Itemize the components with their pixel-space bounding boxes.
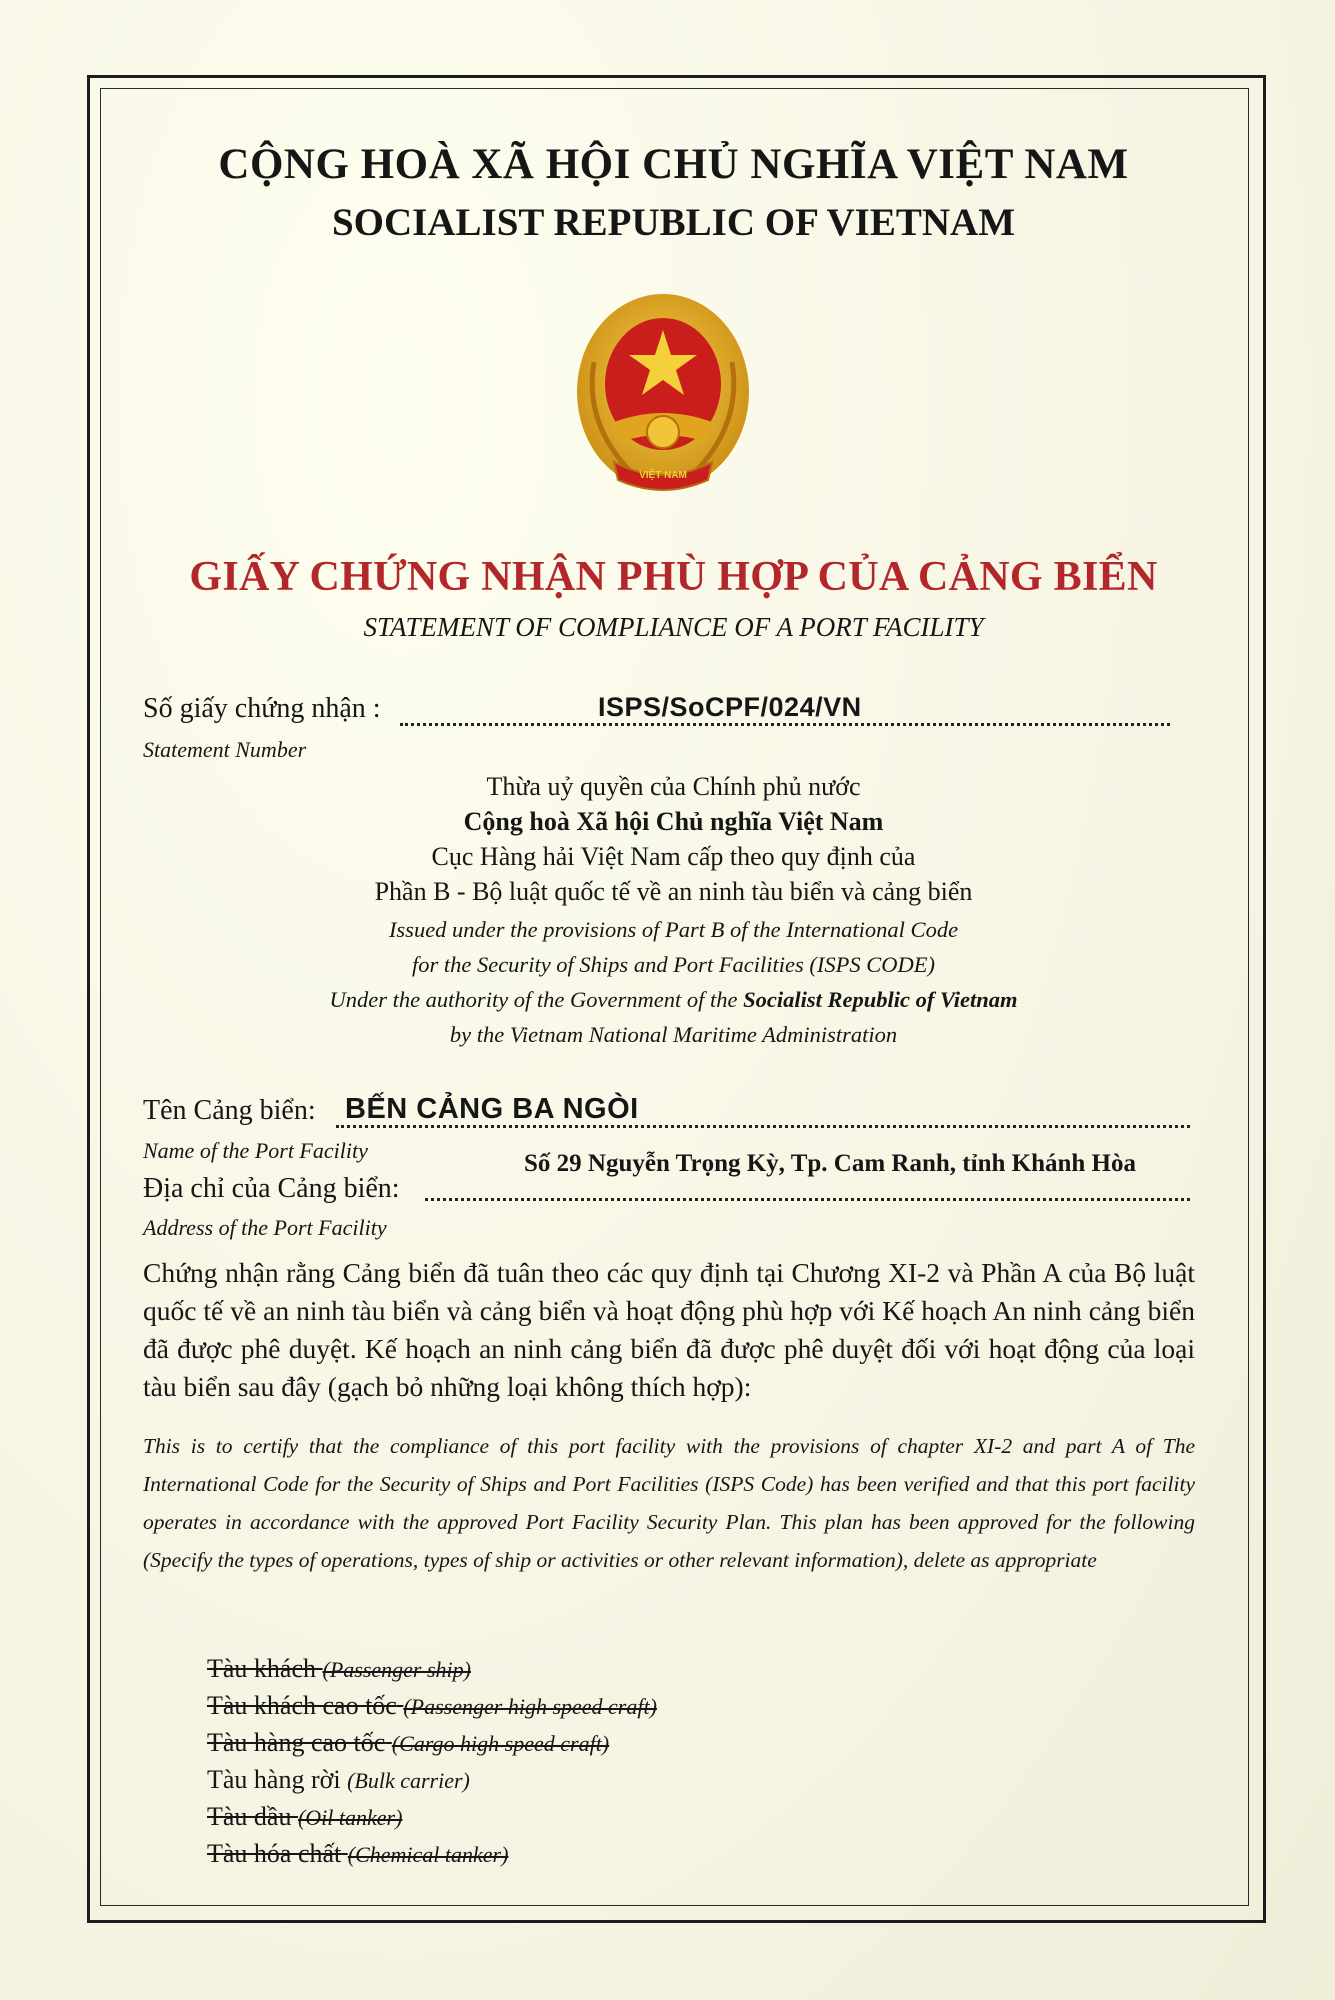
country-name-en: SOCIALIST REPUBLIC OF VIETNAM xyxy=(331,201,1015,244)
authority-en-line-1: Issued under the provisions of Part B of the International Code xyxy=(388,917,959,942)
country-name-vn: CỘNG HOÀ XÃ HỘI CHỦ NGHĨA VIỆT NAM xyxy=(218,141,1129,188)
statement-number-dotted-line xyxy=(400,723,1170,726)
ship-type-chemical-tanker: Tàu hóa chất (Chemical tanker) xyxy=(207,1839,509,1868)
port-address-label-en: Address of the Port Facility xyxy=(143,1215,387,1240)
svg-text:VIỆT NAM: VIỆT NAM xyxy=(639,470,687,481)
ship-type-oil-tanker: Tàu dầu (Oil tanker) xyxy=(207,1802,403,1831)
certification-text-vn: Chứng nhận rằng Cảng biển đã tuân theo các quy định tại Chương XI-2 và Phần A của Bộ luật quốc tế về an ninh tàu biển và cảng biển và hoạt động phù hợp với Kế hoạch An ninh cảng biển đã được phê duyệt. Kế hoạch an ninh cảng biển đã được phê duyệt đối với hoạt động của loại tàu biển sau đây (gạch bỏ những loại không thích hợp): xyxy=(143,1257,1195,1402)
certificate-title-en: STATEMENT OF COMPLIANCE OF A PORT FACILITY xyxy=(363,612,984,642)
national-emblem-icon xyxy=(574,292,752,500)
authority-en-line-2: for the Security of Ships and Port Facilities (ISPS CODE) xyxy=(411,952,936,977)
certificate-title-vn: GIẤY CHỨNG NHẬN PHÙ HỢP CỦA CẢNG BIỂN xyxy=(189,554,1158,600)
port-address-value: Số 29 Nguyễn Trọng Kỳ, Tp. Cam Ranh, tỉnh Khánh Hòa xyxy=(524,1150,1136,1177)
ship-type-passenger-ship: Tàu khách (Passenger ship) xyxy=(207,1654,471,1683)
authority-line-4: Phần B - Bộ luật quốc tế về an ninh tàu biển và cảng biển xyxy=(374,877,973,906)
port-address-label: Địa chỉ của Cảng biển: xyxy=(143,1173,400,1204)
port-name-label: Tên Cảng biển: xyxy=(143,1095,316,1126)
ship-type-bulk-carrier: Tàu hàng rời (Bulk carrier) xyxy=(207,1765,470,1794)
certification-text-en: This is to certify that the compliance of this port facility with the provisions of chapter XI-2 and part A of The International Code for the Security of Ships and Port Facilities (ISPS Code) has been verified and that this port facility operates in accordance with the approved Port Facility Security Plan. This plan has been approved for the following (Specify the types of operations, types of ship or activities or other relevant information), delete as appropriate xyxy=(143,1434,1195,1572)
authority-en-line-3: Under the authority of the Government of the Socialist Republic of Vietnam xyxy=(329,987,1018,1012)
ship-type-passenger-high-speed-craft: Tàu khách cao tốc (Passenger high speed craft) xyxy=(207,1691,657,1720)
port-name-label-en: Name of the Port Facility xyxy=(143,1138,368,1163)
authority-line-1: Thừa uỷ quyền của Chính phủ nước xyxy=(486,772,861,801)
port-name-value: BẾN CẢNG BA NGÒI xyxy=(345,1093,639,1125)
statement-number-label: Số giấy chứng nhận : xyxy=(143,693,381,724)
statement-number-value: ISPS/SoCPF/024/VN xyxy=(598,692,862,722)
statement-number-label-en: Statement Number xyxy=(143,737,307,762)
ship-type-cargo-high-speed-craft: Tàu hàng cao tốc (Cargo high speed craft) xyxy=(207,1728,610,1757)
authority-en-line-4: by the Vietnam National Maritime Administration xyxy=(449,1022,898,1047)
port-address-dotted-line xyxy=(425,1198,1190,1201)
authority-line-3: Cục Hàng hải Việt Nam cấp theo quy định của xyxy=(431,842,916,871)
authority-line-2: Cộng hoà Xã hội Chủ nghĩa Việt Nam xyxy=(463,807,884,836)
